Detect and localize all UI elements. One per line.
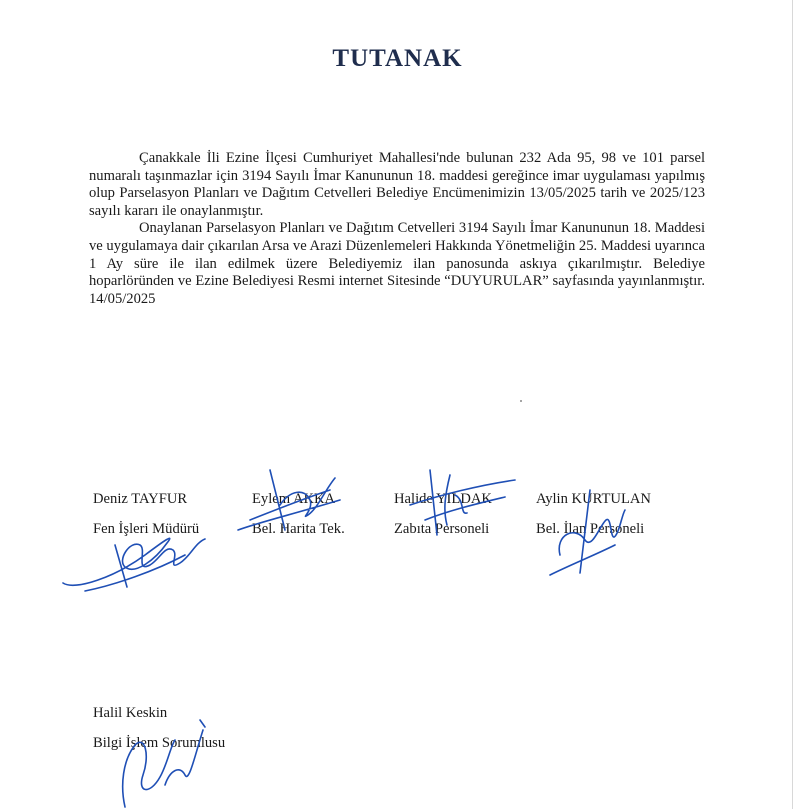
signature-scribble-2 bbox=[230, 460, 360, 540]
signatory-name: Deniz TAYFUR bbox=[93, 491, 188, 507]
signatory-role: Bel. İlan Personeli bbox=[536, 521, 645, 537]
signatory-name: Eylem AKKA bbox=[252, 491, 336, 507]
signature-scribble-4 bbox=[540, 485, 630, 580]
signatory-role: Zabıta Personeli bbox=[394, 521, 490, 537]
signature-scribble-1 bbox=[55, 505, 215, 595]
page-edge bbox=[792, 0, 793, 809]
document-body bbox=[89, 150, 705, 308]
signatory-name: Halil Keskin bbox=[93, 705, 168, 721]
signatory-role: Fen İşleri Müdürü bbox=[93, 521, 200, 537]
signature-scribble-3 bbox=[395, 465, 525, 540]
stray-dot bbox=[520, 400, 522, 402]
paragraph-2: Onaylanan Parselasyon Planları ve Dağıtım Cetvelleri 3194 Sayılı İmar Kanununun 18. Maddesi ve uygulamaya dair çıkarılan Arsa ve Arazi Düzenlemeleri Hakkında Yönetmeliğin 25. Maddesi uyarınca 1 Ay süre ile ilan edilmek üzere Belediyemiz ilan panosunda askıya çıkarılmıştır. Belediye hoparlöründen ve Ezine Belediyesi Resmi internet Sitesinde “DUYURULAR” sayfasında yayınlanmıştır. 14/05/2025 bbox=[89, 220, 705, 307]
signatory-name: Aylin KURTULAN bbox=[536, 491, 651, 507]
signature-scribble-5 bbox=[105, 715, 220, 809]
signatory-role: Bel. Harita Tek. bbox=[252, 521, 345, 537]
document-title: TUTANAK bbox=[332, 45, 463, 72]
signatory-role: Bilgi İşlem Sorumlusu bbox=[93, 735, 226, 751]
signatory-name: Halide YILDAK bbox=[394, 491, 492, 507]
paragraph-1: Çanakkale İli Ezine İlçesi Cumhuriyet Mahallesi'nde bulunan 232 Ada 95, 98 ve 101 parsel numaralı taşınmazlar için 3194 Sayılı İmar Kanununun 18. maddesi gereğince imar uygulaması yapılmış olup Parselasyon Planları ve Dağıtım Cetvelleri Belediye Encümenimizin 13/05/2025 tarih ve 2025/123 sayılı kararı ile onaylanmıştır. bbox=[89, 150, 705, 219]
